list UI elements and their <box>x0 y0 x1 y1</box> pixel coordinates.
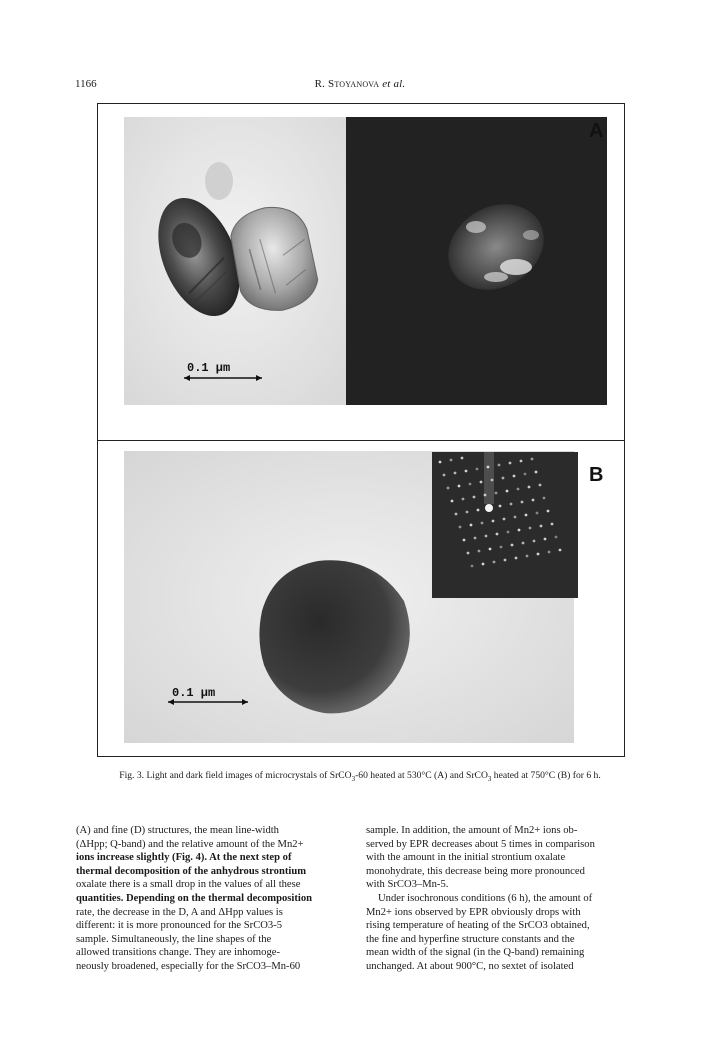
diffraction-spot <box>439 461 442 464</box>
diffraction-spot <box>493 561 496 564</box>
diffraction-spot <box>533 540 536 543</box>
diffraction-spot <box>517 488 520 491</box>
diffraction-spot <box>509 462 512 465</box>
right-line: served by EPR decreases about 5 times in comparison <box>366 838 595 850</box>
diffraction-spot <box>491 479 494 482</box>
diffraction-spot <box>450 459 453 462</box>
diffraction-spot <box>531 458 534 461</box>
diffraction-spot <box>481 522 484 525</box>
left-line: thermal decomposition of the anhydrous strontium <box>76 865 307 877</box>
left-line: neously broadened, especially for the SrCO3–Mn-60 <box>76 960 301 972</box>
diffraction-spot <box>447 487 450 490</box>
diffraction-spot <box>462 498 465 501</box>
diffraction-spot <box>529 527 532 530</box>
diffraction-spot <box>478 550 481 553</box>
scale-bar-b-label: 0.1 µm <box>172 686 216 700</box>
running-head-authors: R. Stoyanova <box>314 78 380 90</box>
diffraction-spot <box>559 549 562 552</box>
page-number: 1166 <box>75 78 97 90</box>
diffraction-spot <box>514 516 517 519</box>
diffraction-spot <box>495 492 498 495</box>
right-line: with the amount in the initial strontium oxalate <box>366 852 566 864</box>
figure-caption <box>110 770 610 785</box>
diffraction-spot <box>525 514 528 517</box>
panel-b-diffraction-inset <box>432 452 578 598</box>
caption-sub-1: 3 <box>351 774 356 783</box>
running-head-et-al: et al. <box>382 78 406 90</box>
diffraction-spot <box>498 464 501 467</box>
running-head <box>0 78 720 90</box>
diffraction-spot <box>551 523 554 526</box>
diffraction-spot <box>471 565 474 568</box>
diffraction-spot <box>473 496 476 499</box>
diffraction-spot <box>489 548 492 551</box>
diffraction-spot <box>502 477 505 480</box>
diffraction-spot <box>482 563 485 566</box>
right-line: unchanged. At about 900°C, no sextet of isolated <box>366 960 574 972</box>
right-line: sample. In addition, the amount of Mn2+ ions ob- <box>366 825 578 836</box>
diffraction-spot <box>500 546 503 549</box>
panel-a-bright-field-image <box>124 117 346 405</box>
diffraction-spot <box>528 486 531 489</box>
diffraction-spot <box>532 499 535 502</box>
diffraction-spot <box>507 531 510 534</box>
left-line: ions increase slightly (Fig. 4). At the next step of <box>76 852 292 864</box>
diffraction-spot <box>539 484 542 487</box>
left-line: sample. Simultaneously, the line shapes of the <box>76 933 272 945</box>
figure-divider <box>97 440 625 441</box>
diffraction-spot <box>513 475 516 478</box>
left-line: (ΔHpp; Q-band) and the relative amount of the Mn2+ <box>76 838 304 850</box>
diffraction-spot <box>470 524 473 527</box>
caption-part-1: Fig. 3. Light and dark field images of microcrystals of SrCO <box>119 770 352 781</box>
diffraction-spot <box>463 539 466 542</box>
caption-part-3: heated at 750°C (B) for 6 h. <box>491 770 601 781</box>
diffraction-spot <box>522 542 525 545</box>
diffraction-spot <box>536 512 539 515</box>
diffraction-spot <box>520 460 523 463</box>
diffraction-spot <box>524 473 527 476</box>
diffraction-spot <box>521 501 524 504</box>
caption-part-2: -60 heated at 530°C (A) and SrCO <box>355 770 488 781</box>
body-column-right <box>366 824 642 974</box>
diffraction-spot <box>443 474 446 477</box>
diffraction-spot <box>469 483 472 486</box>
diffraction-spot <box>465 470 468 473</box>
left-line: rate, the decrease in the D, A and ΔHpp values is <box>76 906 283 918</box>
diffraction-spot <box>548 551 551 554</box>
diffraction-spot <box>511 544 514 547</box>
diffraction-spot <box>485 535 488 538</box>
right-line: monohydrate, this decrease being more pronounced <box>366 865 585 877</box>
diffraction-spot <box>526 555 529 558</box>
diffraction-spot <box>476 468 479 471</box>
diffraction-spot <box>461 457 464 460</box>
diffraction-spot <box>454 472 457 475</box>
diffraction-spot <box>555 536 558 539</box>
left-line: allowed transitions change. They are inhomoge- <box>76 947 280 959</box>
right-line: Mn2+ ions observed by EPR obviously drops with <box>366 906 581 918</box>
right-line: rising temperature of heating of the SrCO3 obtained, <box>366 920 590 932</box>
diffraction-spot <box>543 497 546 500</box>
caption-sub-2: 3 <box>487 774 492 783</box>
right-line: mean width of the signal (in the Q-band) remaining <box>366 947 585 959</box>
left-line: quantities. Depending on the thermal decomposition <box>76 892 313 904</box>
diffraction-spot <box>547 510 550 513</box>
scale-bar-a-label: 0.1 µm <box>187 361 231 375</box>
diffraction-spot <box>503 518 506 521</box>
panel-a-label: A <box>589 120 604 142</box>
diffraction-spot <box>455 513 458 516</box>
diffraction-spot <box>510 503 513 506</box>
diffraction-spot <box>474 537 477 540</box>
diffraction-spot <box>496 533 499 536</box>
right-line: the fine and hyperfine structure constants and the <box>366 933 575 945</box>
diffraction-spot <box>477 509 480 512</box>
diffraction-spot <box>458 485 461 488</box>
left-line: (A) and fine (D) structures, the mean line-width <box>76 825 279 836</box>
panel-a-dark-field-image <box>346 117 607 405</box>
diffraction-spot <box>499 505 502 508</box>
diffraction-spot <box>459 526 462 529</box>
diffraction-spot <box>504 559 507 562</box>
diffraction-spot <box>535 471 538 474</box>
right-line: with SrCO3–Mn-5. <box>366 879 449 891</box>
diffraction-spot <box>518 529 521 532</box>
diffraction-spot <box>492 520 495 523</box>
diffraction-spot <box>484 494 487 497</box>
diffraction-spot <box>487 466 490 469</box>
body-column-left <box>76 824 352 974</box>
diffraction-spot <box>451 500 454 503</box>
diffraction-spot <box>540 525 543 528</box>
left-line: different: it is more pronounced for the SrCO3-5 <box>76 920 283 932</box>
diffraction-spot <box>515 557 518 560</box>
left-line: oxalate there is a small drop in the values of all these <box>76 879 301 891</box>
diffraction-spot <box>466 511 469 514</box>
right-line: Under isochronous conditions (6 h), the amount of <box>378 892 593 904</box>
panel-b-label: B <box>589 464 604 486</box>
diffraction-spot <box>537 553 540 556</box>
diffraction-spot <box>480 481 483 484</box>
diffraction-spot <box>467 552 470 555</box>
diffraction-spot <box>506 490 509 493</box>
diffraction-spot <box>544 538 547 541</box>
